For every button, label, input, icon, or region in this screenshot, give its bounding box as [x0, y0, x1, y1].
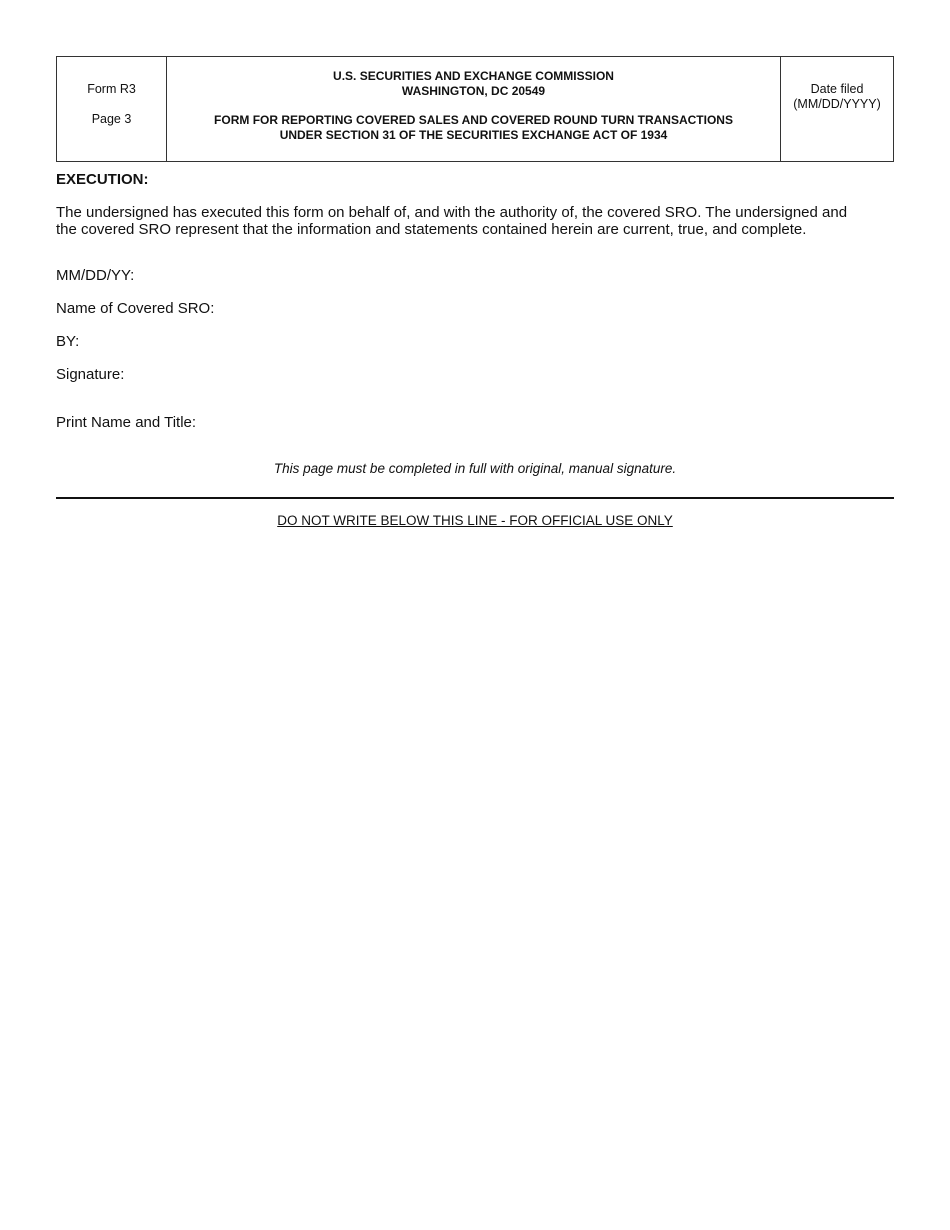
form-header [56, 56, 894, 162]
form-title [167, 113, 780, 143]
attestation-line-2: the covered SRO represent that the information and statements contained herein are current, true, and complete. [56, 221, 807, 238]
page-number: Page 3 [91, 112, 132, 126]
date-filed-cell [781, 57, 893, 161]
agency-line-1: U.S. SECURITIES AND EXCHANGE COMMISSION [333, 69, 614, 83]
signature-requirement-note: This page must be completed in full with original, manual signature. [273, 461, 677, 476]
attestation-line-1: The undersigned has executed this form on behalf of, and with the authority of, the covered SRO. The undersigned and [56, 204, 848, 221]
by-field-label: BY: [56, 333, 80, 350]
form-id: Form R3 [87, 82, 136, 96]
date-filed-label: Date filed [810, 82, 864, 96]
date-filed [781, 82, 893, 112]
sro-name-field-label: Name of Covered SRO: [56, 300, 215, 317]
official-use-divider [56, 497, 894, 499]
agency-line-2: WASHINGTON, DC 20549 [401, 84, 546, 98]
execution-heading: EXECUTION: [56, 171, 149, 188]
form-identifier-cell [57, 57, 167, 161]
print-name-title-field-label: Print Name and Title: [56, 414, 197, 431]
form-title-line-2: UNDER SECTION 31 OF THE SECURITIES EXCHANGE ACT OF 1934 [279, 128, 668, 142]
form-title-cell [167, 57, 781, 161]
date-field-label: MM/DD/YY: [56, 267, 135, 284]
agency-name [167, 69, 780, 99]
form-title-line-1: FORM FOR REPORTING COVERED SALES AND COVERED ROUND TURN TRANSACTIONS [214, 113, 733, 127]
signature-field-label: Signature: [56, 366, 125, 383]
official-use-label: DO NOT WRITE BELOW THIS LINE - FOR OFFICIAL USE ONLY [277, 513, 673, 528]
attestation-statement [56, 204, 906, 238]
date-filed-format: (MM/DD/YYYY) [793, 97, 881, 111]
